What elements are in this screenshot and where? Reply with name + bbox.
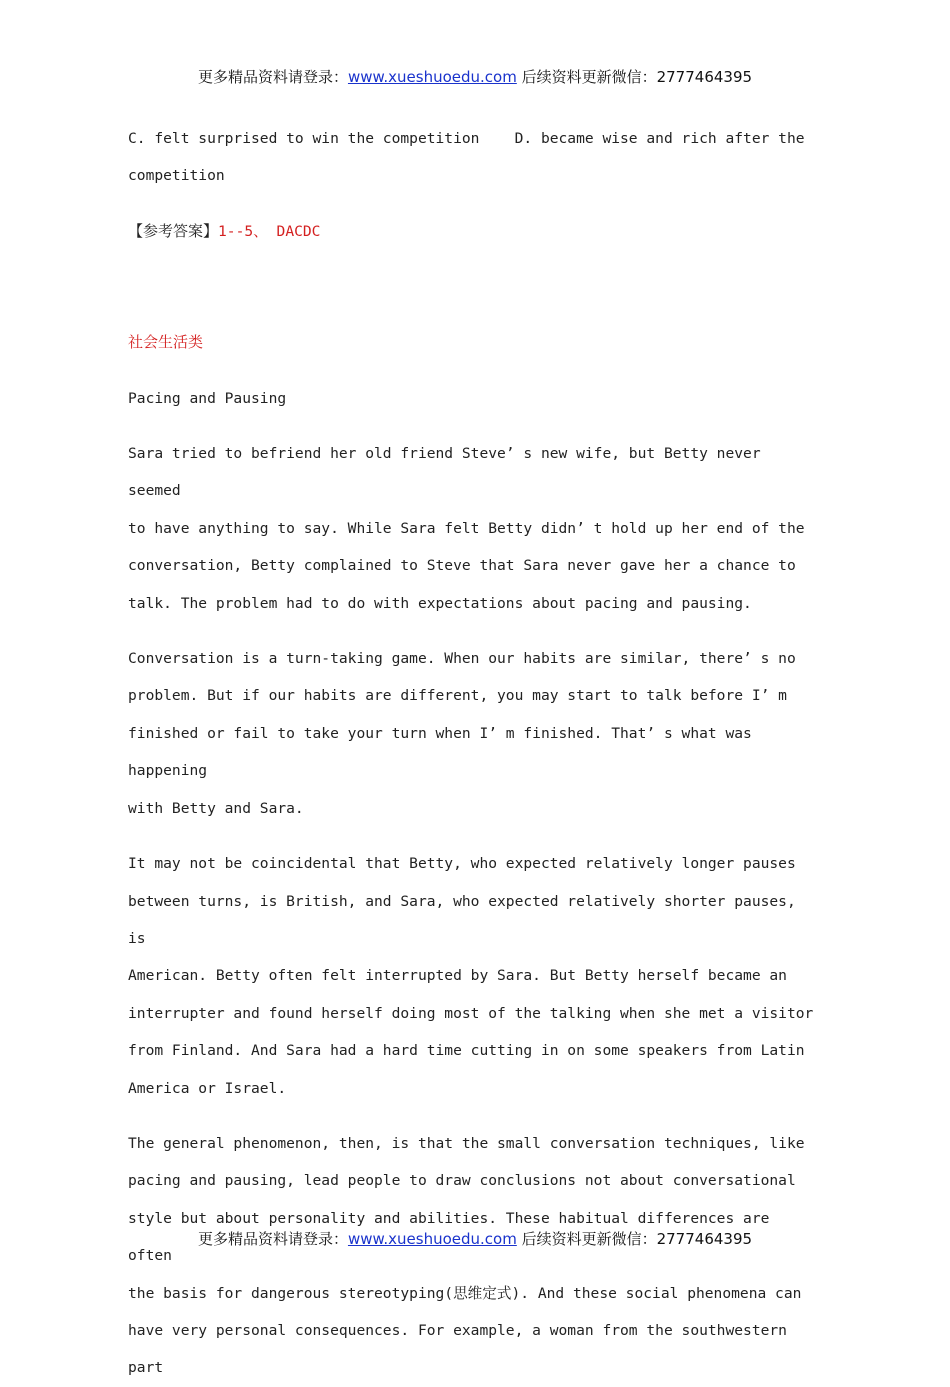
footer-banner <box>0 1228 950 1249</box>
text-line: America or Israel. <box>128 1079 287 1097</box>
text-line: interrupter and found herself doing most of the talking when she met a visitor <box>128 1004 814 1022</box>
text-line: The general phenomenon, then, is that the small conversation techniques, like <box>128 1134 805 1152</box>
text-line: talk. The problem had to do with expectations about pacing and pausing. <box>128 594 752 612</box>
text-line: Conversation is a turn-taking game. When our habits are similar, there’ s no <box>128 650 796 668</box>
text-line: between turns, is British, and Sara, who expected relatively shorter pauses, is <box>128 892 796 947</box>
options-line: C. felt surprised to win the competition D. became wise and rich after the <box>128 130 805 147</box>
text-line: finished or fail to take your turn when I’ m finished. That’ s what was happening <box>128 724 752 780</box>
banner-suffix: 后续资料更新微信：2777464395 <box>516 1230 753 1248</box>
paragraph-3 <box>128 845 818 1107</box>
website-link[interactable]: www.xueshuoedu.com <box>347 68 517 86</box>
paragraph-2 <box>128 640 818 827</box>
article-title: Pacing and Pausing <box>128 389 287 407</box>
text-line: with Betty and Sara. <box>128 799 304 817</box>
text-line: pacing and pausing, lead people to draw conclusions not about conversational <box>128 1172 796 1190</box>
section-heading: 社会生活类 <box>128 333 204 352</box>
paragraph-1 <box>128 435 818 622</box>
banner-suffix: 后续资料更新微信：2777464395 <box>516 68 753 86</box>
document-body <box>128 120 818 1387</box>
website-link[interactable]: www.xueshuoedu.com <box>347 1230 517 1248</box>
banner-prefix: 更多精品资料请登录： <box>197 68 348 86</box>
text-line: the basis for dangerous stereotyping(思维定式). And these social phenomena can <box>128 1284 802 1302</box>
text-line: It may not be coincidental that Betty, who expected relatively longer pauses <box>128 855 796 873</box>
options-line: competition <box>128 167 225 185</box>
header-banner <box>0 66 950 87</box>
text-line: Sara tried to befriend her old friend Steve’ s new wife, but Betty never seemed <box>128 445 761 500</box>
banner-prefix: 更多精品资料请登录： <box>197 1230 348 1248</box>
text-line: style but about personality and abilities. These habitual differences are often <box>128 1209 770 1265</box>
text-line: conversation, Betty complained to Steve that Sara never gave her a chance to <box>128 557 796 575</box>
text-line: have very personal consequences. For example, a woman from the southwestern part <box>128 1321 787 1377</box>
answer-label: 【参考答案】 <box>128 221 219 240</box>
text-line: to have anything to say. While Sara felt Betty didn’ t hold up her end of the <box>128 519 805 537</box>
paragraph-4 <box>128 1125 818 1387</box>
text-line: from Finland. And Sara had a hard time cutting in on some speakers from Latin <box>128 1042 805 1060</box>
answer-value: 1--5、 DACDC <box>218 222 321 240</box>
text-line: American. Betty often felt interrupted by Sara. But Betty herself became an <box>128 967 787 985</box>
answer-key <box>128 213 818 250</box>
text-line: problem. But if our habits are different, you may start to talk before I’ m <box>128 687 787 705</box>
